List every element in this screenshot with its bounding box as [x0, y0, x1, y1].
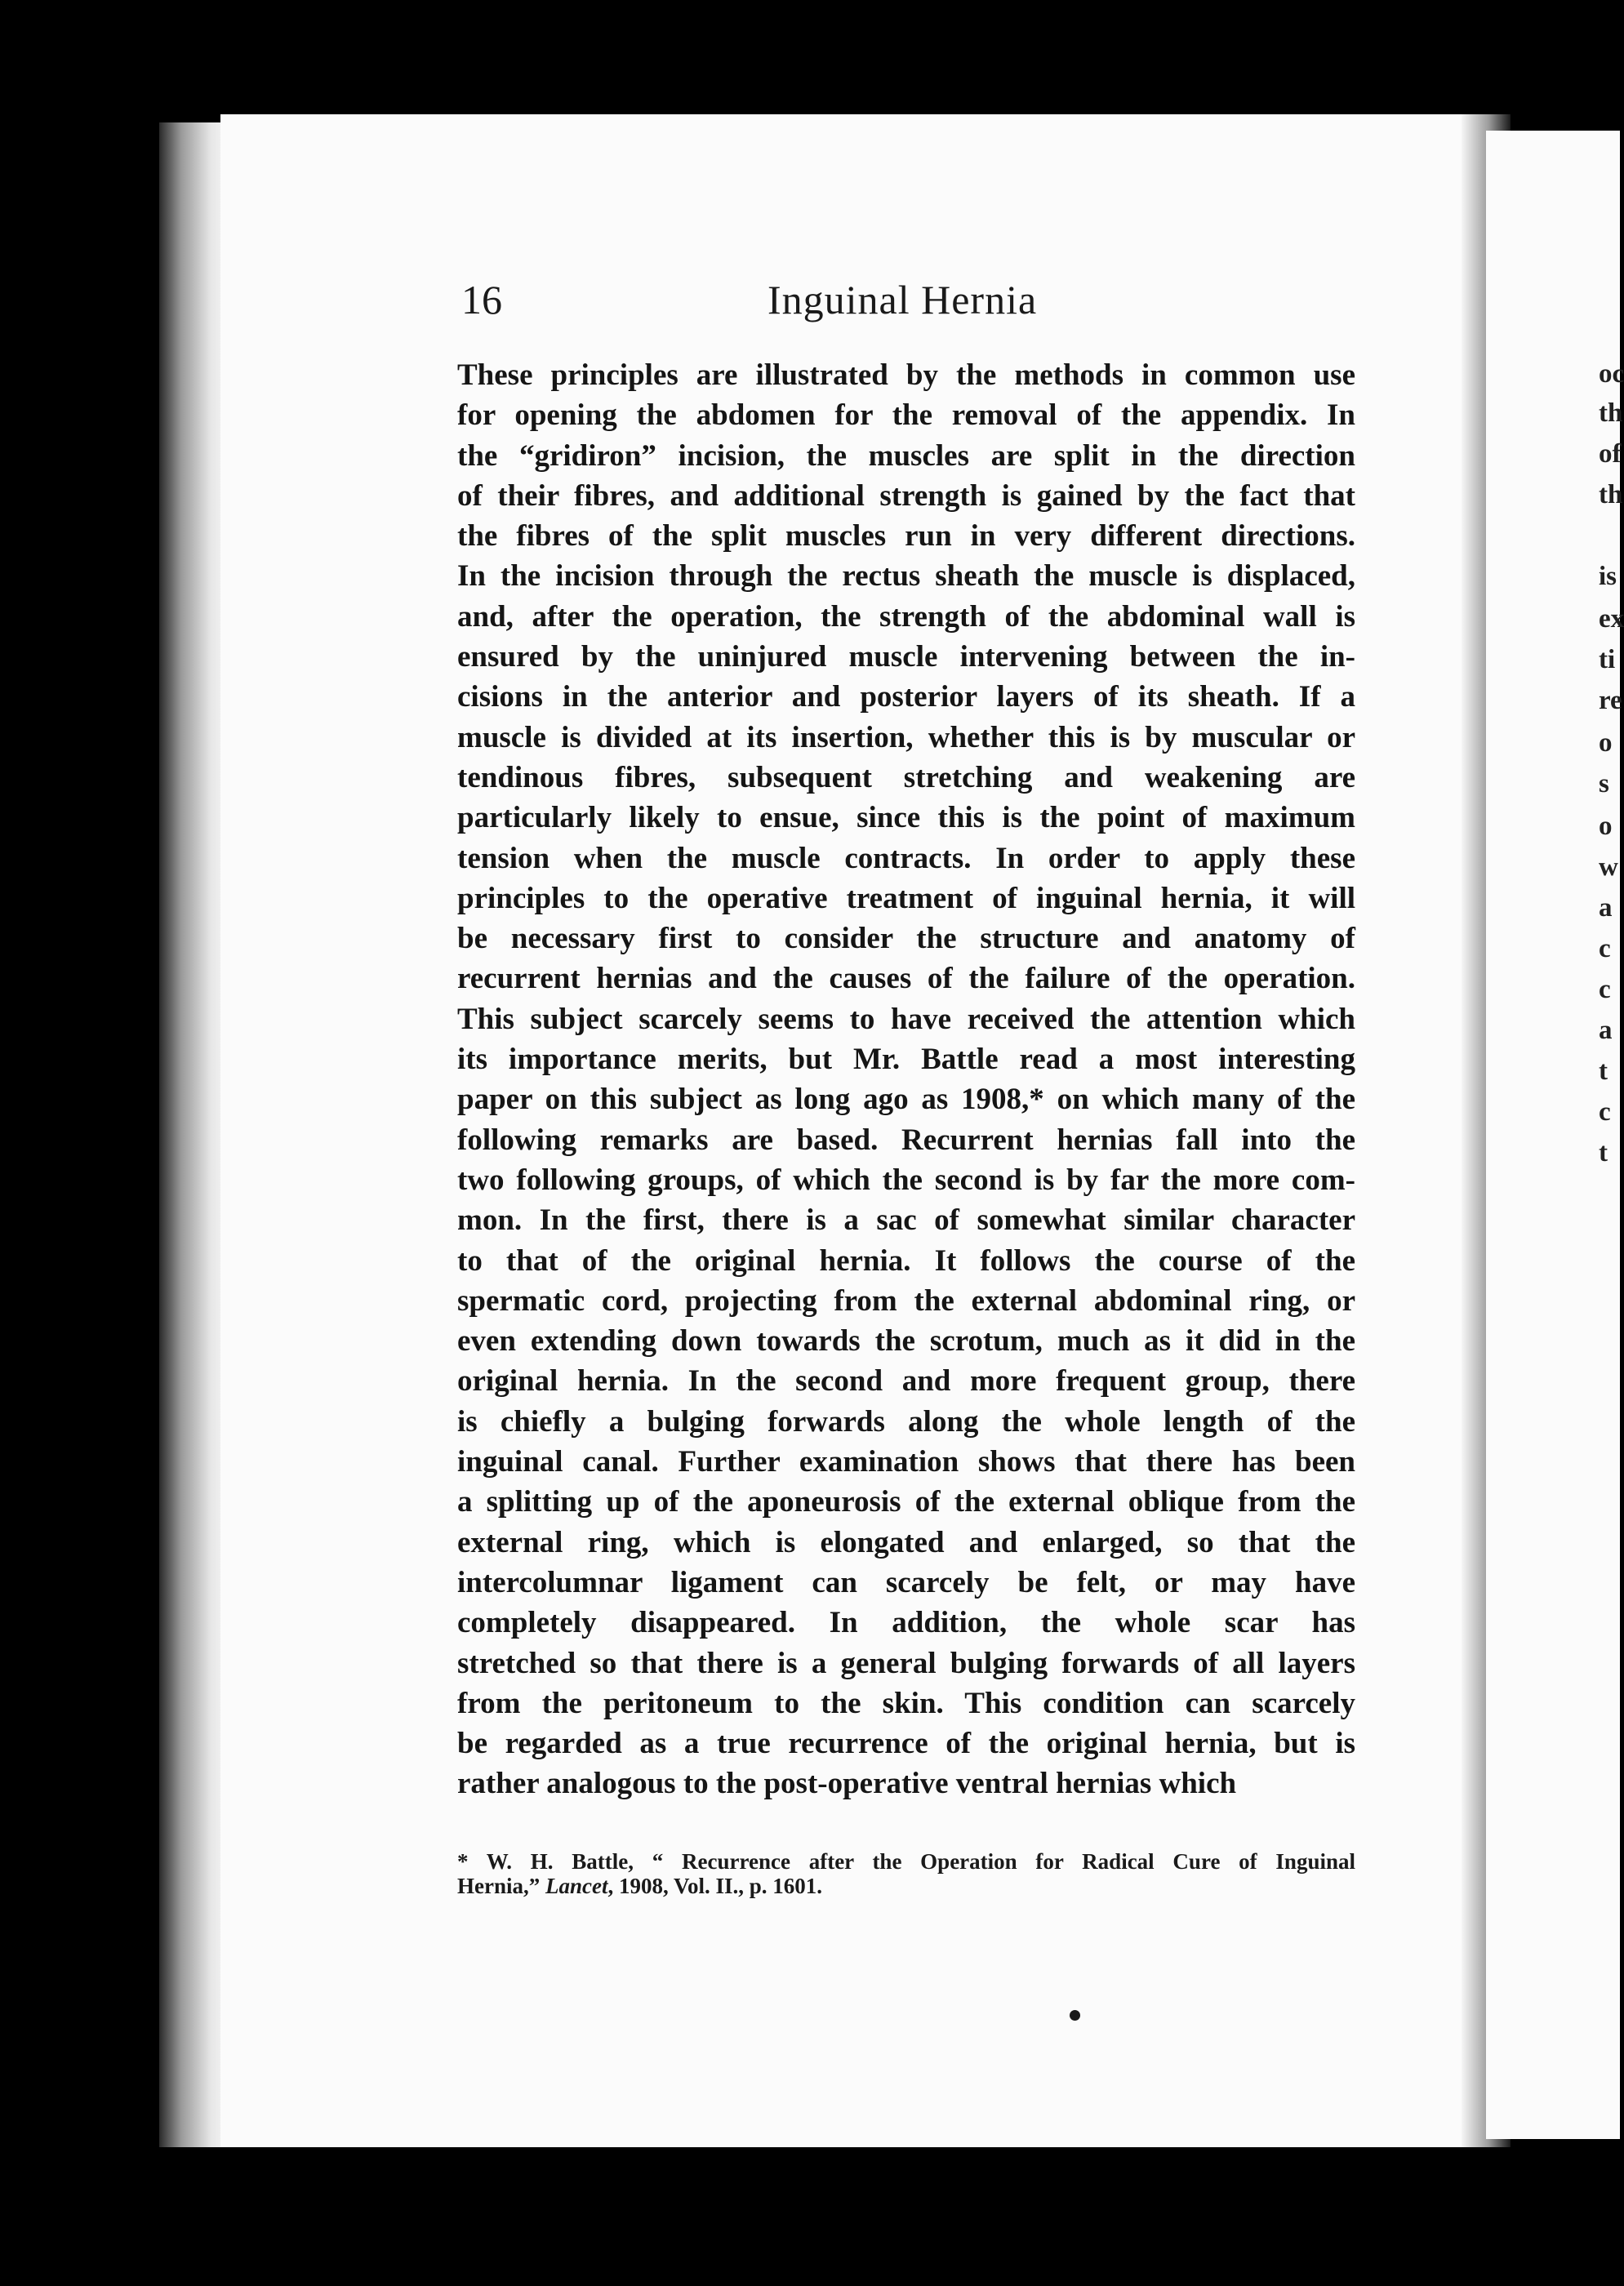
facing-page-fragment: ti — [1599, 645, 1616, 674]
facing-page-fragment: c — [1599, 975, 1611, 1004]
text-line: inguinal canal. Further examination shows that there has been — [457, 1445, 1355, 1479]
facing-page-fragment: s — [1599, 769, 1609, 798]
facing-page — [1486, 131, 1620, 2139]
text-line: spermatic cord, projecting from the external abdominal ring, or — [457, 1283, 1355, 1318]
text-line: rather analogous to the post-operative ventral hernias which — [457, 1767, 1237, 1801]
page-number: 16 — [461, 277, 502, 322]
facing-page-fragment: c — [1599, 1097, 1611, 1127]
text-line: stretched so that there is a general bulging forwards of all layers — [457, 1646, 1355, 1680]
facing-page-fragment: c — [1599, 934, 1611, 963]
footnote-line: * W. H. Battle, “ Recurrence after the Operation for Radical Cure of Inguinal — [457, 1849, 1355, 1874]
text-line: recurrent hernias and the causes of the failure of the operation. — [457, 962, 1355, 996]
text-line: following remarks are based. Recurrent hernias fall into the — [457, 1123, 1355, 1157]
body-text — [457, 355, 1355, 1804]
facing-page-fragment: o — [1599, 812, 1613, 841]
facing-page-fragment: w — [1599, 852, 1618, 882]
text-line: even extending down towards the scrotum, much as it did in the — [457, 1324, 1355, 1359]
text-line: This subject scarcely seems to have received the attention which — [457, 1002, 1355, 1036]
facing-page-fragment: is — [1599, 562, 1617, 591]
text-line: two following groups, of which the second is by far the more com- — [457, 1163, 1355, 1197]
text-line: tension when the muscle contracts. In order to apply these — [457, 841, 1355, 875]
text-line: of their fibres, and additional strength is gained by the fact that — [457, 478, 1355, 513]
facing-page-fragment: a — [1599, 893, 1613, 923]
facing-page-fragment: ex — [1599, 604, 1624, 634]
text-line: tendinous fibres, subsequent stretching and weakening are — [457, 760, 1355, 794]
text-line: a splitting up of the aponeurosis of the external oblique from the — [457, 1485, 1355, 1519]
text-line: the “gridiron” incision, the muscles are split in the direction — [457, 438, 1355, 473]
text-line: paper on this subject as long ago as 1908,* on which many of the — [457, 1083, 1355, 1117]
text-line: cisions in the anterior and posterior layers of its sheath. If a — [457, 680, 1355, 714]
text-line: principles to the operative treatment of inguinal hernia, it will — [457, 881, 1355, 915]
text-line: and, after the operation, the strength of the abdominal wall is — [457, 599, 1355, 634]
text-line: These principles are illustrated by the methods in common use — [457, 358, 1355, 392]
facing-page-fragment: t — [1599, 1056, 1608, 1086]
facing-page-fragment: th — [1599, 398, 1623, 428]
page-header — [461, 276, 1355, 333]
text-line: intercolumnar ligament can scarcely be felt, or may have — [457, 1565, 1355, 1599]
text-line: be necessary first to consider the structure and anatomy of — [457, 922, 1355, 956]
text-line: completely disappeared. In addition, the whole scar has — [457, 1606, 1355, 1640]
text-line: from the peritoneum to the skin. This condition can scarcely — [457, 1686, 1355, 1720]
text-line: its importance merits, but Mr. Battle read a most interesting — [457, 1043, 1355, 1077]
facing-page-fragment: re — [1599, 686, 1622, 715]
facing-page-fragment: oc — [1599, 359, 1624, 389]
text-line: ensured by the uninjured muscle intervening between the in- — [457, 640, 1355, 674]
facing-page-fragment: of — [1599, 439, 1622, 469]
text-line: for opening the abdomen for the removal of the appendix. In — [457, 398, 1355, 433]
facing-page-fragment: t — [1599, 1138, 1608, 1167]
page-mark — [1070, 2010, 1080, 2021]
facing-page-fragment: a — [1599, 1016, 1613, 1045]
text-line: original hernia. In the second and more frequent group, there — [457, 1364, 1355, 1399]
facing-page-fragment: o — [1599, 728, 1613, 758]
text-line: is chiefly a bulging forwards along the whole length of the — [457, 1404, 1355, 1439]
text-line: mon. In the first, there is a sac of somewhat similar character — [457, 1203, 1355, 1238]
facing-page-fragment: th — [1599, 480, 1623, 509]
footnote — [457, 1849, 1355, 1898]
text-line: particularly likely to ensue, since this is the point of maximum — [457, 801, 1355, 835]
text-line: to that of the original hernia. It follows the course of the — [457, 1243, 1355, 1278]
text-line: In the incision through the rectus sheath the muscle is displaced, — [457, 559, 1355, 594]
text-line: muscle is divided at its insertion, whether this is by muscular or — [457, 720, 1355, 754]
running-title: Inguinal Hernia — [768, 277, 1038, 322]
text-line: be regarded as a true recurrence of the original hernia, but is — [457, 1727, 1355, 1761]
footnote-line: Hernia,” Lancet, 1908, Vol. II., p. 1601. — [457, 1874, 823, 1898]
text-line: external ring, which is elongated and enlarged, so that the — [457, 1525, 1355, 1559]
text-line: the fibres of the split muscles run in very different directions. — [457, 519, 1355, 554]
